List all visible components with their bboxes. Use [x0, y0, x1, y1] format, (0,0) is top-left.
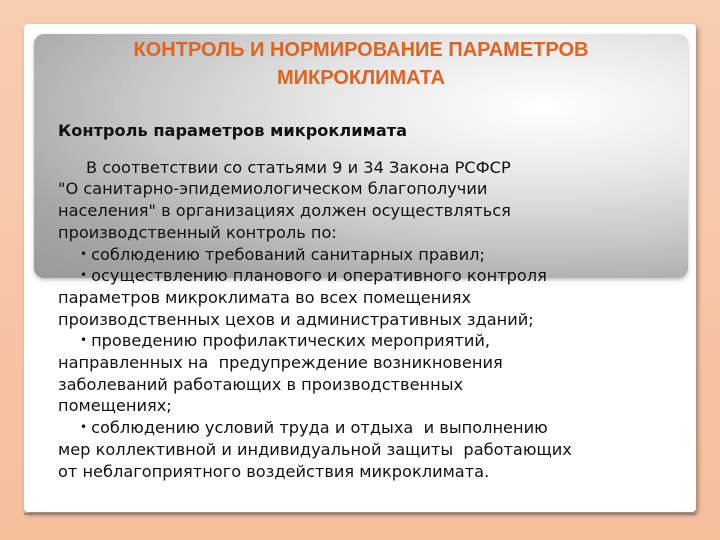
intro-line-3: населения" в организациях должен осуществляться [58, 201, 511, 221]
bullet-dot: • [80, 268, 88, 283]
intro-line-4: производственный контроль по: [58, 222, 337, 242]
bullet-continuation: параметров микроклимата во всех помещениях [58, 287, 472, 307]
slide-title [34, 36, 688, 92]
bullet-dot: • [80, 246, 88, 261]
bullet-text: соблюдению требований санитарных правил; [91, 244, 485, 264]
bullet-continuation: направленных на предупреждение возникновения [58, 353, 503, 373]
panel-bottom-border [24, 513, 696, 515]
bullet-continuation: от неблагоприятного воздействия микроклимата. [58, 461, 490, 481]
bullet-item-3 [58, 330, 688, 352]
title-line-1: КОНТРОЛЬ И НОРМИРОВАНИЕ ПАРАМЕТРОВ [133, 39, 589, 61]
intro-line-1: В соответствии со статьями 9 и 34 Закона РСФСР [86, 157, 511, 177]
bullet-dot: • [80, 333, 88, 348]
bullet-continuation: помещениях; [58, 396, 172, 416]
bullet-continuation: заболеваний работающих в производственных [58, 374, 464, 394]
section-subheading: Контроль параметров микроклимата [58, 121, 408, 140]
intro-line-2: "О санитарно-эпидемиологическом благополучии [58, 179, 488, 199]
bullet-continuation: мер коллективной и индивидуальной защиты работающих [58, 439, 572, 459]
bullet-item-1 [58, 244, 688, 266]
bullet-text: осуществлению планового и оперативного контроля [91, 266, 547, 286]
bullet-item-2 [58, 265, 688, 287]
bullet-text: проведению профилактических мероприятий, [91, 331, 491, 351]
title-line-2: МИКРОКЛИМАТА [277, 67, 445, 89]
bullet-text: соблюдению условий труда и отдыха и выполнению [91, 418, 548, 438]
slide-body [58, 120, 688, 482]
bullet-dot: • [80, 420, 88, 435]
bullet-continuation: производственных цехов и административных зданий; [58, 309, 534, 329]
bullet-item-4 [58, 417, 688, 439]
